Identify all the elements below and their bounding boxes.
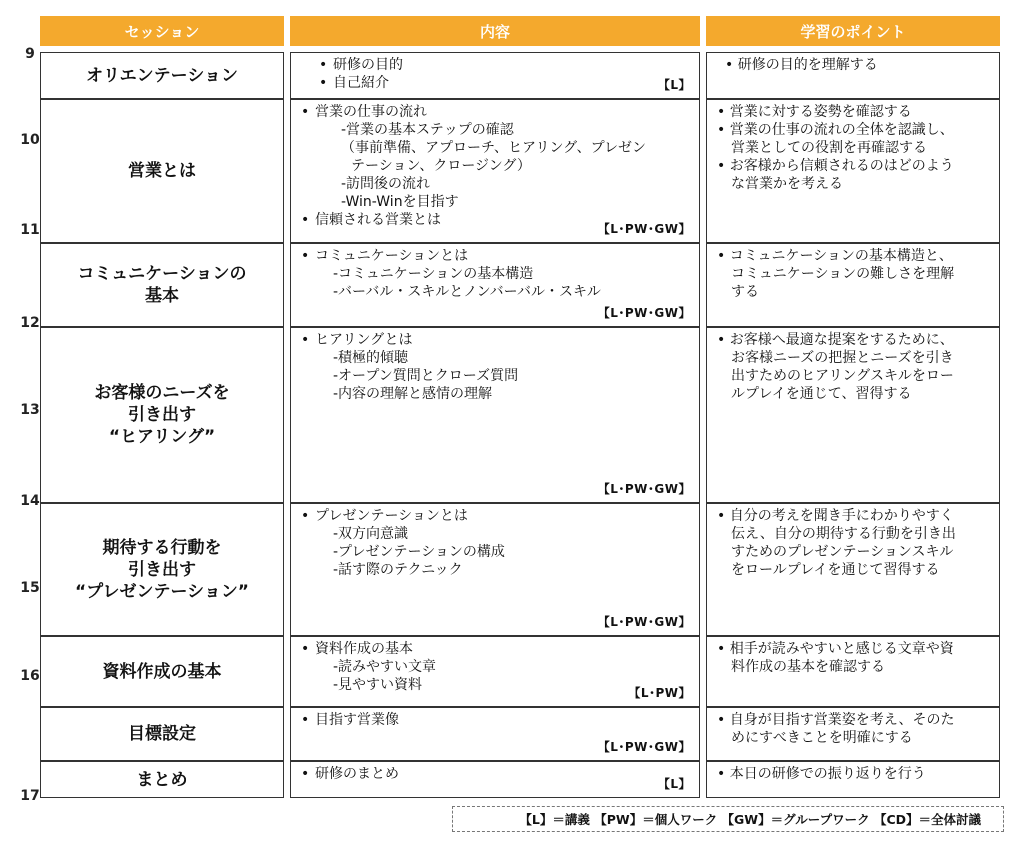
content-item: テーション、クロージング） <box>351 158 531 174</box>
hour-label: 12 <box>20 315 40 331</box>
hour-label: 10 <box>20 132 40 148</box>
content-item: • ヒアリングとは <box>301 332 413 348</box>
content-cell <box>290 99 700 243</box>
content-item: -話す際のテクニック <box>333 562 463 578</box>
content-item: -コミュニケーションの基本構造 <box>333 266 534 282</box>
hour-label: 17 <box>20 788 40 804</box>
content-cell <box>290 52 700 99</box>
content-item: • 自己紹介 <box>319 75 389 91</box>
hour-label: 15 <box>20 580 40 596</box>
session-title-line: まとめ <box>136 769 188 790</box>
content-item: -営業の基本ステップの確認 <box>341 122 514 138</box>
hour-label: 9 <box>25 46 35 62</box>
session-title-line: 基本 <box>144 286 179 306</box>
content-item: -読みやすい文章 <box>333 659 437 675</box>
content-item: • 研修の目的 <box>319 57 403 73</box>
point-item: • お客様から信頼されるのはどのよう <box>717 158 954 174</box>
point-item: めにすべきことを明確にする <box>731 730 913 746</box>
content-item: （事前準備、アプローチ、ヒアリング、プレゼン <box>341 140 647 156</box>
session-title-line: オリエンテーション <box>86 65 238 86</box>
points-cell <box>706 761 1000 798</box>
points-cell <box>706 243 1000 327</box>
content-cell <box>290 503 700 636</box>
content-item: -バーバル・スキルとノンバーバル・スキル <box>333 284 601 300</box>
content-item: • 目指す営業像 <box>301 712 399 728</box>
method-tag: 【L･PW･GW】 <box>597 615 691 629</box>
point-item: 営業としての役割を再確認する <box>731 140 927 156</box>
method-tag: 【L】 <box>657 78 691 92</box>
content-item: -積極的傾聴 <box>333 350 409 366</box>
session-cell <box>40 761 284 798</box>
hour-label: 14 <box>20 493 40 509</box>
content-item: -内容の理解と感情の理解 <box>333 386 493 402</box>
session-title-line: 引き出す <box>128 405 196 425</box>
content-item: • 営業の仕事の流れ <box>301 104 427 120</box>
session-cell <box>40 636 284 707</box>
point-item: な営業かを考える <box>731 176 843 192</box>
content-item: -オープン質問とクローズ質問 <box>333 368 519 384</box>
point-item: • 本日の研修での振り返りを行う <box>717 766 926 782</box>
content-cell <box>290 327 700 503</box>
points-cell <box>706 503 1000 636</box>
session-cell <box>40 503 284 636</box>
content-cell <box>290 636 700 707</box>
hour-label: 11 <box>20 222 40 238</box>
content-cell <box>290 761 700 798</box>
content-item: -見やすい資料 <box>333 677 423 693</box>
content-item: • 信頼される営業とは <box>301 212 441 228</box>
content-item: -訪問後の流れ <box>341 176 431 192</box>
content-cell <box>290 243 700 327</box>
method-tag: 【L･PW･GW】 <box>597 222 691 236</box>
point-item: 伝え、自分の期待する行動を引き出 <box>731 526 956 542</box>
session-title-line: 引き出す <box>128 559 196 580</box>
session-title-line: “プレゼンテーション” <box>75 581 249 602</box>
content-item: • プレゼンテーションとは <box>301 508 468 524</box>
point-item: • 自身が目指す営業姿を考え、そのた <box>717 712 955 728</box>
content-item: -Win-Winを目指す <box>341 194 459 210</box>
content-item: -プレゼンテーションの構成 <box>333 544 505 560</box>
method-tag: 【L･PW】 <box>628 686 691 700</box>
point-item: • お客様へ最適な提案をするために、 <box>717 332 954 348</box>
point-item: する <box>731 284 759 300</box>
content-item: • 資料作成の基本 <box>301 641 413 657</box>
header-points: 学習のポイント <box>706 16 1000 46</box>
session-cell <box>40 243 284 327</box>
points-cell <box>706 327 1000 503</box>
content-item: • 研修のまとめ <box>301 766 399 782</box>
session-title-line: コミュニケーションの <box>77 264 247 284</box>
content-cell <box>290 707 700 761</box>
points-cell <box>706 636 1000 707</box>
method-tag: 【L･PW･GW】 <box>597 306 691 320</box>
points-cell <box>706 707 1000 761</box>
session-title-line: 資料作成の基本 <box>102 661 222 682</box>
method-tag: 【L】 <box>657 777 691 791</box>
point-item: • コミュニケーションの基本構造と、 <box>717 248 953 264</box>
header-session: セッション <box>40 16 284 46</box>
session-title-line: 営業とは <box>128 161 196 181</box>
content-item: • コミュニケーションとは <box>301 248 469 264</box>
points-cell <box>706 99 1000 243</box>
point-item: 出すためのヒアリングスキルをロー <box>731 368 954 384</box>
session-cell <box>40 327 284 503</box>
session-cell <box>40 707 284 761</box>
method-tag: 【L･PW･GW】 <box>597 740 691 754</box>
session-title-line: “ヒアリング” <box>108 427 216 447</box>
session-title-line: 目標設定 <box>128 724 196 744</box>
session-cell <box>40 52 284 99</box>
session-cell <box>40 99 284 243</box>
point-item: • 営業の仕事の流れの全体を認識し、 <box>717 122 954 138</box>
point-item: • 研修の目的を理解する <box>725 57 878 73</box>
hour-label: 16 <box>20 668 40 684</box>
hour-label: 13 <box>20 402 40 418</box>
header-content: 内容 <box>290 16 700 46</box>
method-tag: 【L･PW･GW】 <box>597 482 691 496</box>
point-item: コミュニケーションの難しさを理解 <box>731 266 955 282</box>
point-item: • 営業に対する姿勢を確認する <box>717 104 912 120</box>
legend: 【L】＝講義 【PW】＝個人ワーク 【GW】＝グループワーク 【CD】＝全体討議 <box>452 806 1004 832</box>
points-cell <box>706 52 1000 99</box>
point-item: をロールプレイを通じて習得する <box>731 562 940 578</box>
content-item: -双方向意識 <box>333 526 409 542</box>
point-item: • 自分の考えを聞き手にわかりやすく <box>717 508 954 524</box>
session-title-line: お客様のニーズを <box>94 383 230 403</box>
point-item: ルプレイを通じて、習得する <box>731 386 912 402</box>
point-item: • 相手が読みやすいと感じる文章や資 <box>717 641 954 657</box>
point-item: お客様ニーズの把握とニーズを引き <box>731 350 954 366</box>
point-item: すためのプレゼンテーションスキル <box>731 544 954 560</box>
point-item: 料作成の基本を確認する <box>731 659 885 675</box>
session-title-line: 期待する行動を <box>102 537 222 558</box>
